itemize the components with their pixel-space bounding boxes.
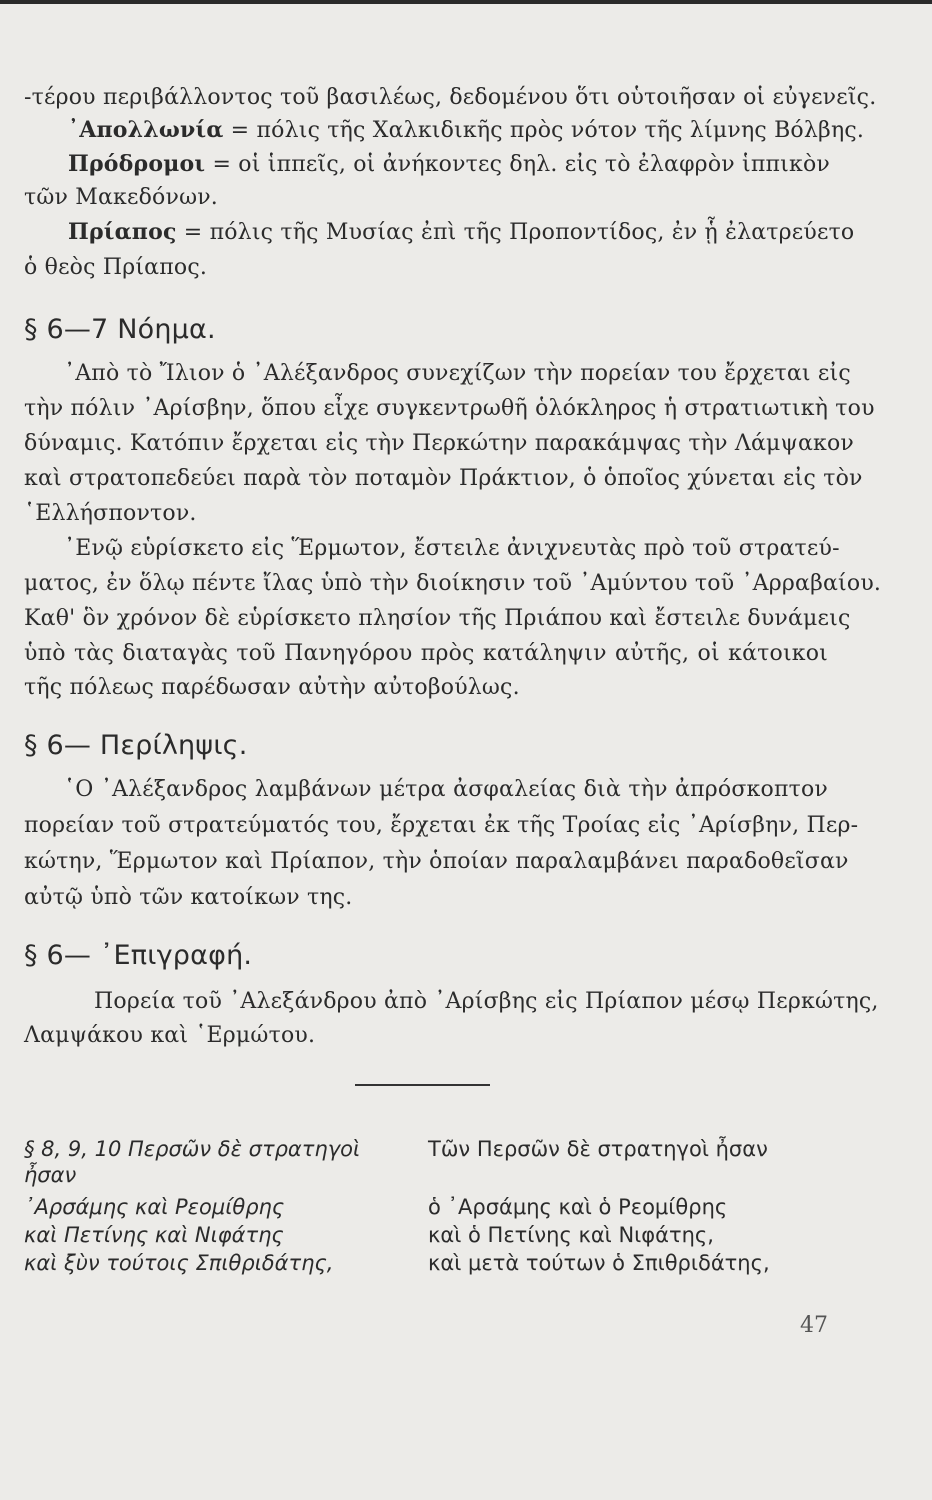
paragraph-line: ματος, ἐν ὅλῳ πέντε ἴλας ὑπὸ τὴν διοίκησιν τοῦ ᾿Αμύντου τοῦ ᾿Αρραβαίου.: [24, 571, 882, 596]
paragraph-line: ᾿Ενῷ εὑρίσκετο εἰς Ἕρμωτον, ἔστειλε ἀνιχνευτὰς πρὸ τοῦ στρατεύ-: [64, 536, 840, 561]
paragraph-line: καὶ στρατοπεδεύει παρὰ τὸν ποταμὸν Πράκτιον, ὁ ὁποῖος χύνεται εἰς τὸν: [24, 466, 863, 491]
rendering-line: καὶ ὁ Πετίνης καὶ Νιφάτης,: [428, 1223, 714, 1247]
glossary-definition: = πόλις τῆς Μυσίας ἐπὶ τῆς Προποντίδος, ἐν ᾗ ἐλατρεύετο: [176, 220, 855, 245]
paragraph-line: τῆς πόλεως παρέδωσαν αὐτὴν αὐτοβούλως.: [24, 675, 520, 700]
paragraph-line: Καθ' ὃν χρόνον δὲ εὑρίσκετο πλησίον τῆς Πριάπου καὶ ἔστειλε δυνάμεις: [24, 606, 851, 631]
original-line: καὶ Πετίνης καὶ Νιφάτης: [24, 1223, 284, 1247]
paragraph-line: πορείαν τοῦ στρατεύματός του, ἔρχεται ἐκ τῆς Τροίας εἰς ᾿Αρίσβην, Περ-: [24, 813, 859, 838]
separator-rule: [355, 1084, 490, 1086]
paragraph-line: δύναμις. Κατόπιν ἔρχεται εἰς τὴν Περκώτην παρακάμψας τὴν Λάμψακον: [24, 431, 855, 456]
paragraph-line: ῾Ο ᾿Αλέξανδρος λαμβάνων μέτρα ἀσφαλείας διὰ τὴν ἀπρόσκοπτον: [64, 777, 828, 802]
paragraph-line: τὴν πόλιν ᾿Αρίσβην, ὅπου εἶχε συγκεντρωθῆ ὁλόκληρος ἡ στρατιωτικὴ του: [24, 396, 875, 421]
glossary-term: Πρίαπος: [68, 219, 177, 245]
paragraph-line: ῾Ελλήσποντον.: [24, 501, 197, 526]
paragraph-line: Λαμψάκου καὶ ῾Ερμώτου.: [24, 1023, 316, 1048]
paragraph-line: ὑπὸ τὰς διαταγὰς τοῦ Πανηγόρου πρὸς κατάληψιν αὐτῆς, οἱ κάτοικοι: [24, 641, 828, 666]
section-heading-epigrafi: § 6— ᾿Επιγραφή.: [24, 940, 253, 971]
original-line: καὶ ξὺν τούτοις Σπιθριδάτης,: [24, 1251, 334, 1275]
paragraph-line: κώτην, Ἕρμωτον καὶ Πρίαπον, τὴν ὁποίαν παραλαμβάνει παραδοθεῖσαν: [24, 849, 849, 874]
glossary-entry-apollonia: [68, 116, 865, 145]
section-heading-noima: § 6—7 Νόημα.: [24, 314, 216, 345]
text-line: -τέρου περιβάλλοντος τοῦ βασιλέως, δεδομένου ὅτι οὑτοιῆσαν οἱ εὐγενεῖς.: [24, 85, 877, 110]
glossary-definition: = πόλις τῆς Χαλκιδικῆς πρὸς νότον τῆς λίμνης Βόλβης.: [223, 118, 865, 143]
page-number: 47: [800, 1313, 828, 1338]
original-line: ἦσαν: [24, 1163, 77, 1187]
rendering-line: Τῶν Περσῶν δὲ στρατηγοὶ ἦσαν: [428, 1137, 768, 1161]
glossary-definition: = οἱ ἱππεῖς, οἱ ἀνήκοντες δηλ. εἰς τὸ ἐλαφρὸν ἱππικὸν: [205, 152, 830, 177]
rendering-line: ὁ ᾿Αρσάμης καὶ ὁ Ρεομίθρης: [428, 1195, 728, 1219]
rendering-line: καὶ μετὰ τούτων ὁ Σπιθριδάτης,: [428, 1251, 770, 1275]
text-line: τῶν Μακεδόνων.: [24, 185, 218, 210]
glossary-term: Πρόδρομοι: [68, 151, 206, 177]
paragraph-line: Πορεία τοῦ ᾿Αλεξάνδρου ἀπὸ ᾿Αρίσβης εἰς Πρίαπον μέσῳ Περκώτης,: [94, 989, 879, 1014]
text-line: ὁ θεὸς Πρίαπος.: [24, 255, 208, 280]
section-heading-perilipsis: § 6— Περίληψις.: [24, 730, 248, 761]
glossary-entry-priapos: [68, 218, 855, 247]
paragraph-line: ᾿Απὸ τὸ Ἴλιον ὁ ᾿Αλέξανδρος συνεχίζων τὴν πορείαν του ἔρχεται εἰς: [64, 361, 851, 386]
glossary-entry-prodromoi: [68, 150, 828, 179]
original-line: § 8, 9, 10 Περσῶν δὲ στρατηγοὶ: [24, 1137, 361, 1161]
glossary-term: ᾿Απολλωνία: [68, 117, 224, 143]
paragraph-line: αὐτῷ ὑπὸ τῶν κατοίκων της.: [24, 885, 353, 910]
original-line: ᾿Αρσάμης καὶ Ρεομίθρης: [24, 1195, 285, 1219]
